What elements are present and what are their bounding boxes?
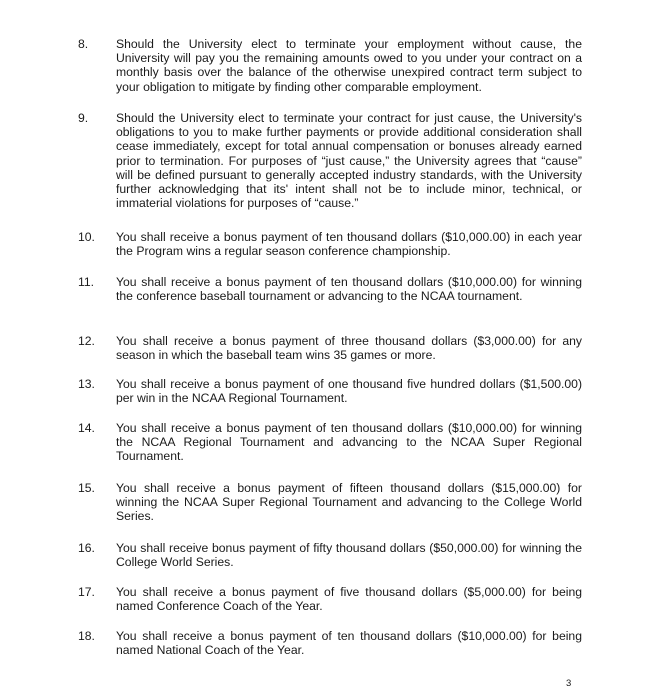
clause-text: You shall receive a bonus payment of ten thousand dollars ($10,000.00) for winning the conference baseball tournament or advancing to the NCAA tournament. [116, 275, 582, 304]
clause-number: 14. [78, 421, 95, 435]
clause-text: You shall receive a bonus payment of ten thousand dollars ($10,000.00) for winning the NCAA Regional Tournament and advancing to the NCAA Super Regional Tournament. [116, 421, 582, 464]
clause-number: 12. [78, 334, 95, 348]
clause-text: You shall receive a bonus payment of fifteen thousand dollars ($15,000.00) for winning the NCAA Super Regional Tournament and advancing to the College World Series. [116, 481, 582, 524]
clause-text: You shall receive a bonus payment of five thousand dollars ($5,000.00) for being named Conference Coach of the Year. [116, 585, 582, 614]
page-number: 3 [566, 678, 572, 689]
clause-number: 10. [78, 230, 95, 244]
clause-number: 18. [78, 629, 95, 643]
clause-text: You shall receive a bonus payment of ten thousand dollars ($10,000.00) for being named National Coach of the Year. [116, 629, 582, 658]
clause-text: You shall receive a bonus payment of three thousand dollars ($3,000.00) for any season in which the baseball team wins 35 games or more. [116, 334, 582, 363]
clause-number: 11. [78, 275, 95, 289]
clause-number: 15. [78, 481, 95, 495]
clause-number: 9. [78, 111, 89, 125]
clause-number: 8. [78, 37, 89, 51]
clause-number: 13. [78, 377, 95, 391]
clause-text: You shall receive bonus payment of fifty thousand dollars ($50,000.00) for winning the College World Series. [116, 541, 582, 570]
clause-text: Should the University elect to terminate your contract for just cause, the University's obligations to you to make further payments or provide additional consideration shall cease immediately, except for total annual compensation or bonuses already earned prior to termination. For purposes of “just cause,” the University agrees that “cause” will be defined pursuant to generally accepted industry standards, with the University further acknowledging that its' intent shall not be to include minor, technical, or immaterial violations for purposes of “cause.” [116, 111, 582, 211]
clause-text: You shall receive a bonus payment of ten thousand dollars ($10,000.00) in each year the Program wins a regular season conference championship. [116, 230, 582, 259]
clause-number: 16. [78, 541, 95, 555]
clause-text: You shall receive a bonus payment of one thousand five hundred dollars ($1,500.00) per win in the NCAA Regional Tournament. [116, 377, 582, 406]
clause-number: 17. [78, 585, 95, 599]
clause-text: Should the University elect to terminate your employment without cause, the University will pay you the remaining amounts owed to you under your contract on a monthly basis over the balance of the otherwise unexpired contract term subject to your obligation to mitigate by finding other comparable employment. [116, 37, 582, 94]
